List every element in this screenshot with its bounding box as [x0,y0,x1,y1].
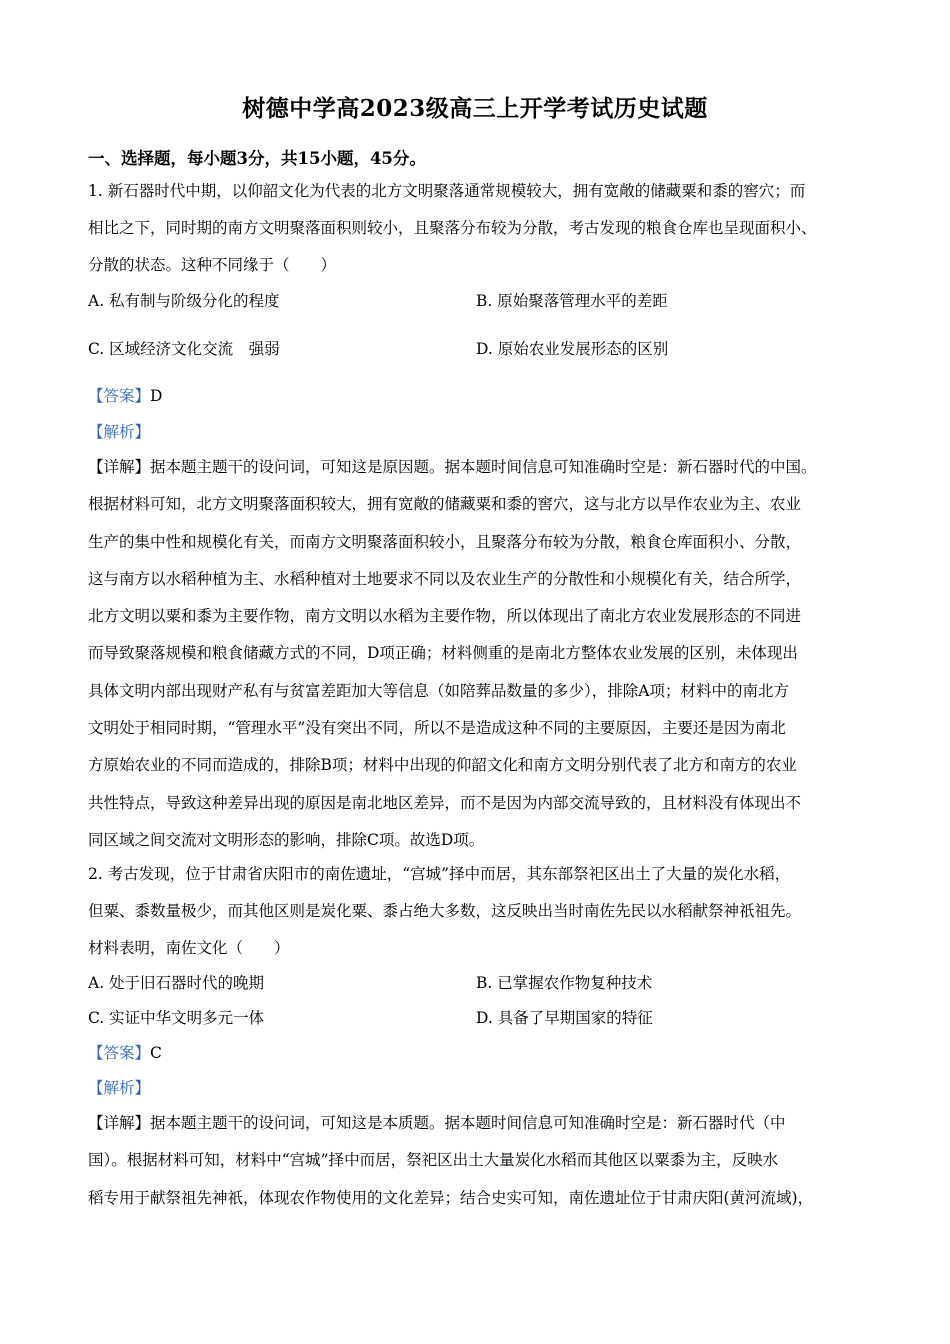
q2-detail-line: 【详解】据本题主题干的设问词，可知这是本质题。据本题时间信息可知准确时空是：新石器时代（中 [88,1114,786,1132]
q1-option-d: D. 原始农业发展形态的区别 [476,340,669,358]
q1-option-c: C. 区域经济文化交流 强弱 [88,340,280,358]
q1-detail-line: 共性特点，导致这种差异出现的原因是南北地区差异，而不是因为内部交流导致的，且材料没有体现出不 [88,793,802,812]
q1-analysis-label: 【解析】 [88,423,151,441]
q2-option-c: C. 实证中华文明多元一体 [88,1009,265,1027]
q1-detail-line: 具体文明内部出现财产私有与贫富差距加大等信息（如陪葬品数量的多少），排除A项；材料中的南北方 [88,681,789,700]
q1-option-b: B. 原始聚落管理水平的差距 [476,292,668,310]
q1-detail-line: 根据材料可知，北方文明聚落面积较大，拥有宽敞的储藏粟和黍的窖穴，这与北方以旱作农业为主、农业 [88,495,802,514]
q2-detail [88,1105,868,1217]
q1-detail-line: 同区域之间交流对文明形态的影响，排除C项。故选D项。 [88,830,485,849]
q1-answer [88,384,162,408]
question-2-stem [88,856,868,967]
q2-analysis-label: 【解析】 [88,1079,151,1097]
q1-option-a: A. 私有制与阶级分化的程度 [88,292,280,310]
q2-option-a: A. 处于旧石器时代的晚期 [88,974,265,992]
q1-detail-line: 文明处于相同时期，“管理水平”没有突出不同，所以不是造成这种不同的主要原因，主要还是因为南北 [88,719,786,738]
q2-stem-line: 材料表明，南佐文化（ ） [88,939,290,957]
q1-detail-line: 这与南方以水稻种植为主、水稻种植对土地要求不同以及农业生产的分散性和小规模化有关，结合所学， [88,569,802,588]
q2-detail-line: 国）。根据材料可知，材料中“宫城”择中而居，祭祀区出土大量炭化水稻而其他区以粟黍为主，反映水 [88,1151,779,1170]
answer-label: 【答案】 [88,1044,151,1062]
question-1-stem [88,173,868,284]
section-heading: 一、选择题，每小题3分，共15小题，45分。 [88,149,426,168]
q2-stem-line: 2. 考古发现，位于甘肃省庆阳市的南佐遗址，“宫城”择中而居，其东部祭祀区出土了大量的炭化水稻， [88,865,791,883]
q1-detail-line: 而导致聚落规模和粮食储藏方式的不同，D项正确；材料侧重的是南北方整体农业发展的区别，未体现出 [88,644,798,663]
page-title: 树德中学高2023级高三上开学考试历史试题 [242,95,708,122]
q1-detail-line: 生产的集中性和规模化有关，而南方文明聚落面积较小，且聚落分布较为分散，粮食仓库面积小、分散， [88,532,802,551]
q1-detail [88,449,868,859]
q1-detail-line: 方原始农业的不同而造成的，排除B项；材料中出现的仰韶文化和南方文明分别代表了北方和南方的农业 [88,756,797,775]
q2-detail-line: 稻专用于献祭祖先神祇，体现农作物使用的文化差异；结合史实可知，南佐遗址位于甘肃庆阳(黄河流域)， [88,1188,814,1207]
q1-stem-line: 相比之下，同时期的南方文明聚落面积则较小，且聚落分布较为分散，考古发现的粮食仓库也呈现面积小、 [88,219,817,237]
q1-stem-line: 1. 新石器时代中期，以仰韶文化为代表的北方文明聚落通常规模较大，拥有宽敞的储藏粟和黍的窖穴；而 [88,182,806,200]
q2-option-b: B. 已掌握农作物复种技术 [476,974,653,992]
q2-option-d: D. 具备了早期国家的特征 [476,1009,653,1027]
q1-detail-line: 北方文明以粟和黍为主要作物，南方文明以水稻为主要作物，所以体现出了南北方农业发展形态的不同进 [88,607,802,626]
q1-stem-line: 分散的状态。这种不同缘于（ ） [88,256,337,274]
q2-stem-line: 但粟、黍数量极少，而其他区则是炭化粟、黍占绝大多数，这反映出当时南佐先民以水稻献祭神祇祖先。 [88,902,802,920]
answer-value: C [150,1044,162,1062]
q1-detail-line: 【详解】据本题主题干的设问词，可知这是原因题。据本题时间信息可知准确时空是：新石器时代的中国。 [88,458,817,476]
answer-value: D [150,387,163,405]
q2-answer [88,1041,162,1065]
answer-label: 【答案】 [88,387,151,405]
